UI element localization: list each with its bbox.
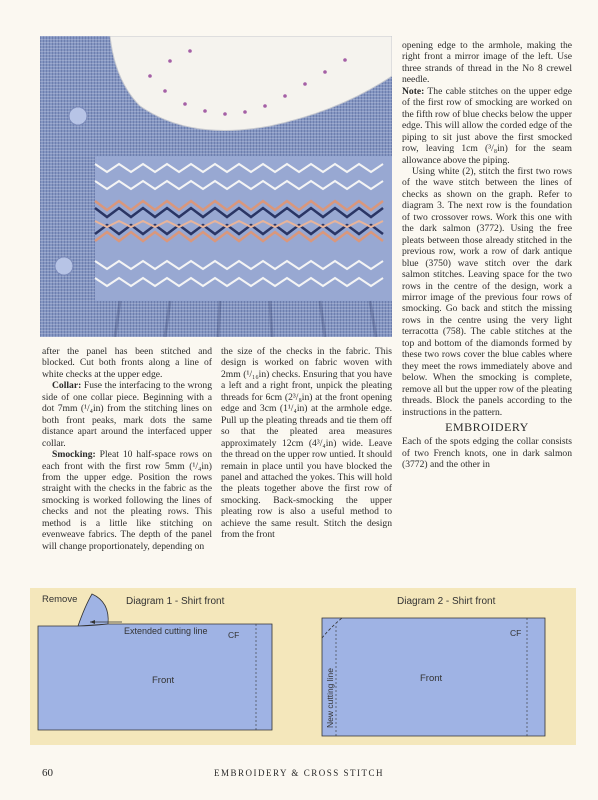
text-column-2	[221, 346, 392, 541]
collar-label: Collar:	[52, 380, 82, 392]
note-label: Note:	[402, 85, 425, 97]
diagram2-front-label: Front	[420, 673, 443, 684]
diagram2-cf-label: CF	[510, 628, 522, 638]
col3-paragraph-3: Using white (2), stitch the first two rows of the wave stitch between the lines of checks as shown on the graph. Refer to diagram 3. The next row is the foundation of two crossover rows. Work this one with the dark salmon (3772). Using the free pleats between those already stitched in the previous row, work a row of dark antique blue (3750) wave stitch over the dark salmon stitches. Leaving space for the two rows in the centre of the design, work a mirror image of the previous four rows of smocking. Go back and stitch the missing rows in the centre using the very light terracotta (758). The cable stitches at the top and bottom of the diamonds formed by these two rows cover the blue cables where they meet the rows immediately above and below. When the smocking is complete, remove all but the upper row of the pleating threads. Block the panels according to the instructions in the pattern.	[402, 165, 572, 418]
embroidery-heading: EMBROIDERY	[445, 419, 529, 434]
diagram1-title: Diagram 1 - Shirt front	[126, 596, 225, 607]
col1-paragraph-2-text: Fuse the interfacing to the wrong side of one collar piece. Beginning with a dot 7mm (¹/₄in) from the stitching lines on both front peaks, mark dots the same distance apart around the interfaced upper collar.	[42, 380, 212, 449]
text-column-1	[42, 346, 212, 552]
col2-paragraph-1: the size of the checks in the fabric. This design is worked on fabric woven with 2mm (¹/₁₆in) checks. Ensuring that you have a left and a right front, unpick the pleating threads for 6cm (2³/₈in) at the front opening edge and 3cm (1¹/₄in) at the armhole edge. Pull up the pleating threads and tie them off so that the pleated area measures approximately 12cm (4³/₄in) wide. Leave the thread on the upper row untied. It should remain in place until you have blocked the panel and attached the yokes. This will hold the pleats together above the first row of smocking. Back-smocking the upper pleating row is also a useful method to achieve the same result. Stitch the design from the front	[221, 346, 392, 541]
smocked-shirt-photo	[40, 36, 392, 337]
col3-paragraph-4: Each of the spots edging the collar consists of two French knots, one in dark salmon (3772) and the other in	[402, 436, 572, 471]
col3-paragraph-2-text: The cable stitches on the upper edge of the first row of smocking are worked on the fifth row of blue checks below the upper edge. This will allow the corded edge of the piping to sit just above the first smocked row, leaving 1cm (³/₈in) for the seam allowance above the piping.	[402, 85, 572, 166]
smocking-label: Smocking:	[52, 449, 96, 461]
magazine-title: EMBROIDERY & CROSS STITCH	[214, 768, 384, 778]
diagrams-svg	[30, 588, 576, 745]
shirt-front-diagrams	[30, 588, 576, 745]
diagram1-cf-label: CF	[228, 630, 240, 640]
col1-paragraph-3-text: Pleat 10 half-space rows on each front with the first row 5mm (¹/₄in) from the upper edge. Position the rows straight with the checks in the fabric as the smocking is worked following the lines of checks and not the pleating rows. This method is a little like stitching on evenweave fabrics. The depth of the panel will change proportionately, depending on	[42, 449, 212, 552]
extended-cutting-line-label: Extended cutting line	[124, 626, 208, 636]
remove-label: Remove	[42, 594, 78, 605]
text-column-3	[402, 40, 572, 471]
col1-paragraph-3	[42, 449, 212, 552]
col1-paragraph-2	[42, 380, 212, 449]
col3-paragraph-2	[402, 86, 572, 166]
new-cutting-line-label: New cutting line	[325, 667, 335, 728]
col3-paragraph-1: opening edge to the armhole, making the right front a mirror image of the left. Use three strands of thread in the No 8 crewel needle.	[402, 40, 572, 86]
photo-illustration	[40, 36, 392, 337]
diagram2-title: Diagram 2 - Shirt front	[397, 596, 496, 607]
page-number: 60	[42, 767, 53, 779]
col1-paragraph-1: after the panel has been stitched and blocked. Cut both fronts along a line of white checks at the upper edge.	[42, 346, 212, 380]
diagram1-front-label: Front	[152, 675, 175, 686]
